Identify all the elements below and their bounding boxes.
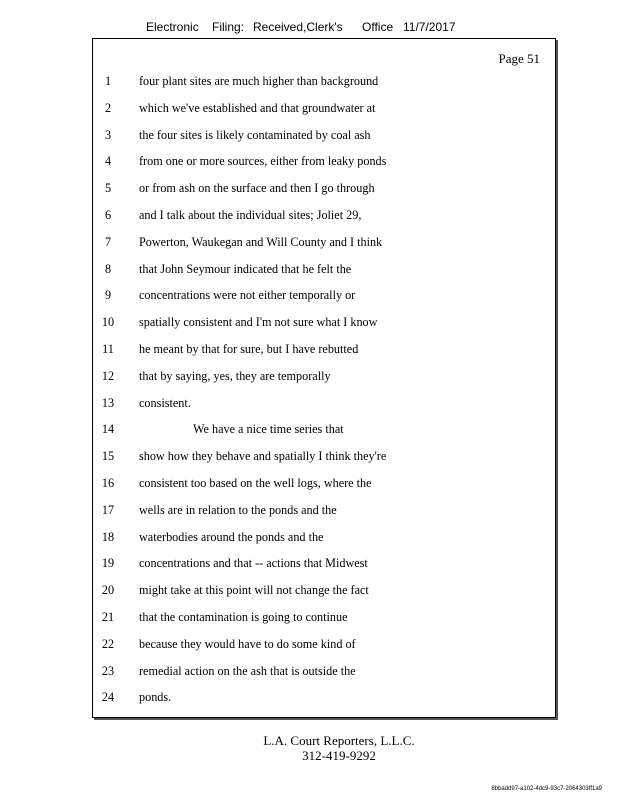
- line-text: concentrations and that -- actions that Midwest: [139, 556, 368, 571]
- line-number: 23: [101, 663, 115, 678]
- line-number: 16: [101, 476, 115, 490]
- line-text: that John Seymour indicated that he felt the: [139, 261, 352, 276]
- transcript-line: [0, 609, 556, 625]
- transcript-line: [0, 341, 556, 357]
- transcript-line: [0, 314, 556, 330]
- line-text: four plant sites are much higher than background: [139, 74, 379, 88]
- transcript-line: [0, 261, 556, 277]
- line-text: the four sites is likely contaminated by coal ash: [139, 127, 371, 142]
- line-text: show how they behave and spatially I think they're: [139, 449, 387, 464]
- transcript-line: [0, 100, 556, 116]
- line-text: might take at this point will not change the fact: [139, 583, 369, 598]
- line-number: 19: [101, 556, 115, 571]
- document-id: 8bbadd97-a102-4dc9-93c7-2064303ff1a9: [491, 786, 602, 792]
- transcript-line: [0, 663, 556, 679]
- transcript-line: [0, 475, 556, 491]
- line-number: 17: [101, 502, 115, 517]
- line-text: that by saying, yes, they are temporally: [139, 368, 331, 383]
- line-text: waterbodies around the ponds and the: [139, 529, 324, 544]
- line-number: 20: [101, 583, 115, 598]
- transcript-line: [0, 234, 556, 250]
- line-number: 1: [104, 74, 112, 88]
- line-text: that the contamination is going to continue: [139, 610, 348, 624]
- line-number: 18: [101, 529, 115, 544]
- transcript-line: [0, 636, 556, 652]
- line-number: 15: [101, 449, 115, 464]
- line-number: 7: [104, 234, 112, 249]
- line-number: 2: [104, 100, 112, 115]
- filing-header: [0, 20, 618, 38]
- transcript-line: [0, 421, 556, 437]
- line-text: consistent.: [139, 395, 191, 410]
- line-number: 10: [101, 315, 115, 330]
- line-text: because they would have to do some kind of: [139, 636, 356, 651]
- transcript-line: [0, 689, 556, 705]
- line-text: spatially consistent and I'm not sure what I know: [139, 315, 378, 330]
- transcript-line: [0, 368, 556, 384]
- filing-label: Filing:: [212, 20, 245, 34]
- line-number: 24: [101, 690, 115, 705]
- line-number: 4: [104, 154, 112, 169]
- transcript-line: [0, 502, 556, 518]
- transcript-line: [0, 582, 556, 598]
- line-text: consistent too based on the well logs, where the: [139, 476, 372, 490]
- footer-phone: 312-419-9292: [302, 748, 376, 763]
- transcript-line: [0, 207, 556, 223]
- footer-company: L.A. Court Reporters, L.L.C.: [263, 733, 415, 748]
- filing-electronic: Electronic: [146, 20, 199, 34]
- line-text: Powerton, Waukegan and Will County and I think: [139, 234, 383, 249]
- transcript-line: [0, 555, 556, 571]
- line-text: concentrations were not either temporally or: [139, 288, 356, 303]
- filing-office: Office: [362, 20, 394, 34]
- page-number: Page 51: [498, 51, 540, 66]
- transcript-line: [0, 287, 556, 303]
- filing-received: Received,Clerk's: [253, 20, 343, 34]
- transcript-line: [0, 127, 556, 143]
- line-text: from one or more sources, either from leaky ponds: [139, 154, 387, 169]
- line-number: 14: [101, 422, 115, 437]
- line-number: 13: [101, 395, 115, 410]
- line-text: he meant by that for sure, but I have rebutted: [139, 342, 359, 356]
- line-number: 22: [101, 636, 115, 651]
- line-text: which we've established and that groundwater at: [139, 100, 376, 115]
- transcript-line: [0, 448, 556, 464]
- line-number: 3: [104, 127, 112, 142]
- line-number: 11: [102, 342, 114, 356]
- line-text: ponds.: [139, 690, 172, 705]
- line-number: 12: [101, 368, 115, 383]
- line-text: We have a nice time series that: [193, 422, 344, 437]
- transcript-line: [0, 153, 556, 169]
- line-number: 6: [104, 208, 112, 222]
- line-number: 8: [104, 261, 112, 276]
- line-number: 9: [104, 288, 112, 303]
- filing-date: 11/7/2017: [403, 20, 456, 34]
- line-text: remedial action on the ash that is outside the: [139, 663, 356, 678]
- transcript-line: [0, 395, 556, 411]
- line-number: 5: [104, 181, 112, 196]
- line-text: wells are in relation to the ponds and the: [139, 502, 337, 517]
- line-number: 21: [101, 610, 115, 624]
- transcript-line: [0, 529, 556, 545]
- line-text: and I talk about the individual sites; Joliet 29,: [139, 208, 362, 222]
- transcript-line: [0, 180, 556, 196]
- transcript-line: [0, 73, 556, 89]
- line-text: or from ash on the surface and then I go through: [139, 181, 375, 196]
